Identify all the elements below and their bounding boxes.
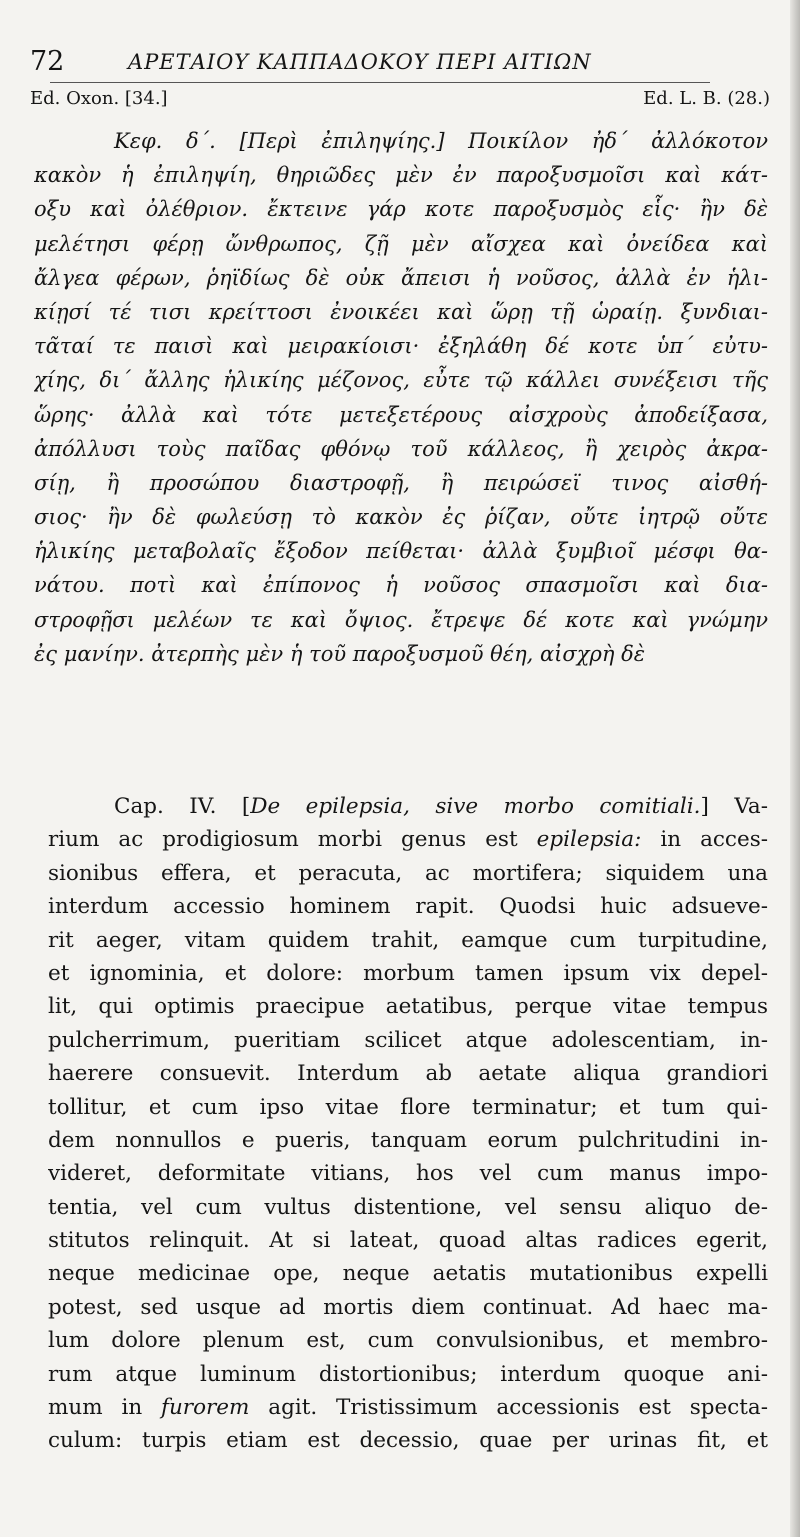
text-run: agit. Tristissimum accessionis est specta- (268, 1395, 768, 1421)
latin-line: dem nonnullos e pueris, tanquam eorum pulchritudini in- (48, 1127, 768, 1153)
greek-line: ὥρης· ἀλλὰ καὶ τότε μετεξετέρους αἰσχροὺς ἀποδείξασα, (34, 402, 768, 427)
page-header (30, 46, 770, 86)
greek-line: ἡλικίης μεταβολαῖς ἔξοδον πείθεται· ἀλλὰ ξυμβιοῖ μέσφι θα- (34, 539, 768, 564)
text-run: rium ac prodigiosum morbi genus est (48, 827, 518, 853)
latin-line: interdum accessio hominem rapit. Quodsi huic adsueve- (48, 894, 768, 920)
bracket-close: ] (700, 794, 709, 819)
latin-line: tentia, vel cum vultus distentione, vel sensu aliquo de- (48, 1194, 768, 1220)
chapter-label: Cap. IV. (114, 794, 217, 819)
latin-line: videret, deformitate vitians, hos vel cum manus impo- (48, 1161, 768, 1187)
latin-line: pulcherrimum, pueritiam scilicet atque adolescentiam, in- (48, 1027, 768, 1053)
greek-line: κίῃσί τέ τισι κρείττοσι ἐνοικέει καὶ ὥρῃ τῇ ὡραίῃ. ξυνδιαι- (34, 299, 768, 324)
greek-text (34, 124, 768, 671)
greek-line: ἐς μανίην. ἀτερπὴς μὲν ἡ τοῦ παροξυσμοῦ θέη, αἰσχρὴ δὲ (34, 641, 645, 666)
edition-references (30, 88, 770, 118)
page-edge-shadow (790, 0, 800, 1537)
latin-line: neque medicinae ope, neque aetatis mutationibus expelli (48, 1261, 768, 1287)
latin-line: tollitur, et cum ipso vitae flore terminatur; et tum qui- (48, 1094, 768, 1120)
text-run: mum in (48, 1395, 143, 1421)
header-rule (50, 82, 710, 83)
latin-text (48, 790, 768, 1458)
term-furorem: furorem (161, 1395, 250, 1421)
greek-line: μελέτησι φέρῃ ὤνθρωπος, ζῇ μὲν αἴσχεα καὶ ὀνείδεα καὶ (34, 231, 768, 256)
greek-line: οξυ καὶ ὀλέθριον. ἔκτεινε γάρ κοτε παροξυσμὸς εἷς· ἢν δὲ (34, 197, 768, 222)
latin-line: sionibus effera, et peracuta, ac mortifera; siquidem una (48, 860, 768, 886)
greek-line: ἄλγεα φέρων, ῥηϊδίως δὲ οὐκ ἄπεισι ἡ νοῦσος, ἀλλὰ ἐν ἡλι- (34, 265, 768, 290)
greek-line: τᾶταί τε παισὶ καὶ μειρακίοισι· ἐξηλάθη δέ κοτε ὑπ΄ εὐτυ- (34, 334, 768, 359)
greek-line: στροφῇσι μελέων τε καὶ ὄψιος. ἔτρεψε δέ κοτε καὶ γνώμην (34, 607, 768, 632)
greek-line: σίῃ, ἢ προσώπου διαστροφῇ, ἢ πειρώσεϊ τινος αἰσθή- (34, 470, 768, 495)
text-run: in acces- (660, 827, 768, 853)
latin-line-heading (48, 790, 768, 823)
latin-line: stitutos relinquit. At si lateat, quoad altas radices egerit, (48, 1228, 768, 1254)
latin-line (48, 1391, 768, 1424)
latin-line: culum: turpis etiam est decessio, quae per urinas fit, et (48, 1428, 768, 1454)
latin-line: et ignominia, et dolore: morbum tamen ipsum vix depel- (48, 960, 768, 986)
chapter-title: De epilepsia, sive morbo comitiali. (250, 794, 701, 819)
greek-line: νάτου. ποτὶ καὶ ἐπίπονος ἡ νοῦσος σπασμοῖσι καὶ δια- (34, 573, 768, 598)
greek-line: κακὸν ἡ ἐπιληψίη, θηριῶδες μὲν ἐν παροξυσμοῖσι καὶ κάτ- (34, 163, 768, 188)
edition-oxon: Ed. Oxon. [34.] (30, 88, 168, 109)
page-number: 72 (30, 46, 65, 77)
latin-line: rum atque luminum distortionibus; interdum quoque ani- (48, 1361, 768, 1387)
latin-line: rit aeger, vitam quidem trahit, eamque cum turpitudine, (48, 927, 768, 953)
greek-line: χίης, δι΄ ἄλλης ἡλικίης μέζονος, εὖτε τῷ κάλλει συνέξεισι τῆς (34, 368, 768, 393)
greek-line: σιος· ἢν δὲ φωλεύσῃ τὸ κακὸν ἐς ῥίζαν, οὔτε ἰητρῷ οὔτε (34, 505, 768, 530)
bracket-open: [ (241, 794, 251, 819)
greek-line: ἀπόλλυσι τοὺς παῖδας φθόνῳ τοῦ κάλλεος, ἢ χειρὸς ἀκρα- (34, 436, 768, 461)
latin-line (48, 823, 768, 856)
term-epilepsia: epilepsia: (536, 827, 642, 853)
edition-lb: Ed. L. B. (28.) (643, 88, 770, 109)
line-tail: Va- (734, 794, 768, 819)
latin-line: haerere consuevit. Interdum ab aetate aliqua grandiori (48, 1061, 768, 1087)
latin-line: potest, sed usque ad mortis diem continuat. Ad haec ma- (48, 1294, 768, 1320)
latin-line: lit, qui optimis praecipue aetatibus, perque vitae tempus (48, 994, 768, 1020)
latin-line: lum dolore plenum est, cum convulsionibus, et membro- (48, 1328, 768, 1354)
running-title: ΑΡΕΤΑΙΟΥ ΚΑΠΠΑΔΟΚΟΥ ΠΕΡΙ ΑΙΤΙΩΝ (128, 50, 592, 74)
greek-line: Κεφ. δ΄. [Περὶ ἐπιληψίης.] Ποικίλον ἠδ΄ ἀλλόκοτον (114, 129, 768, 153)
